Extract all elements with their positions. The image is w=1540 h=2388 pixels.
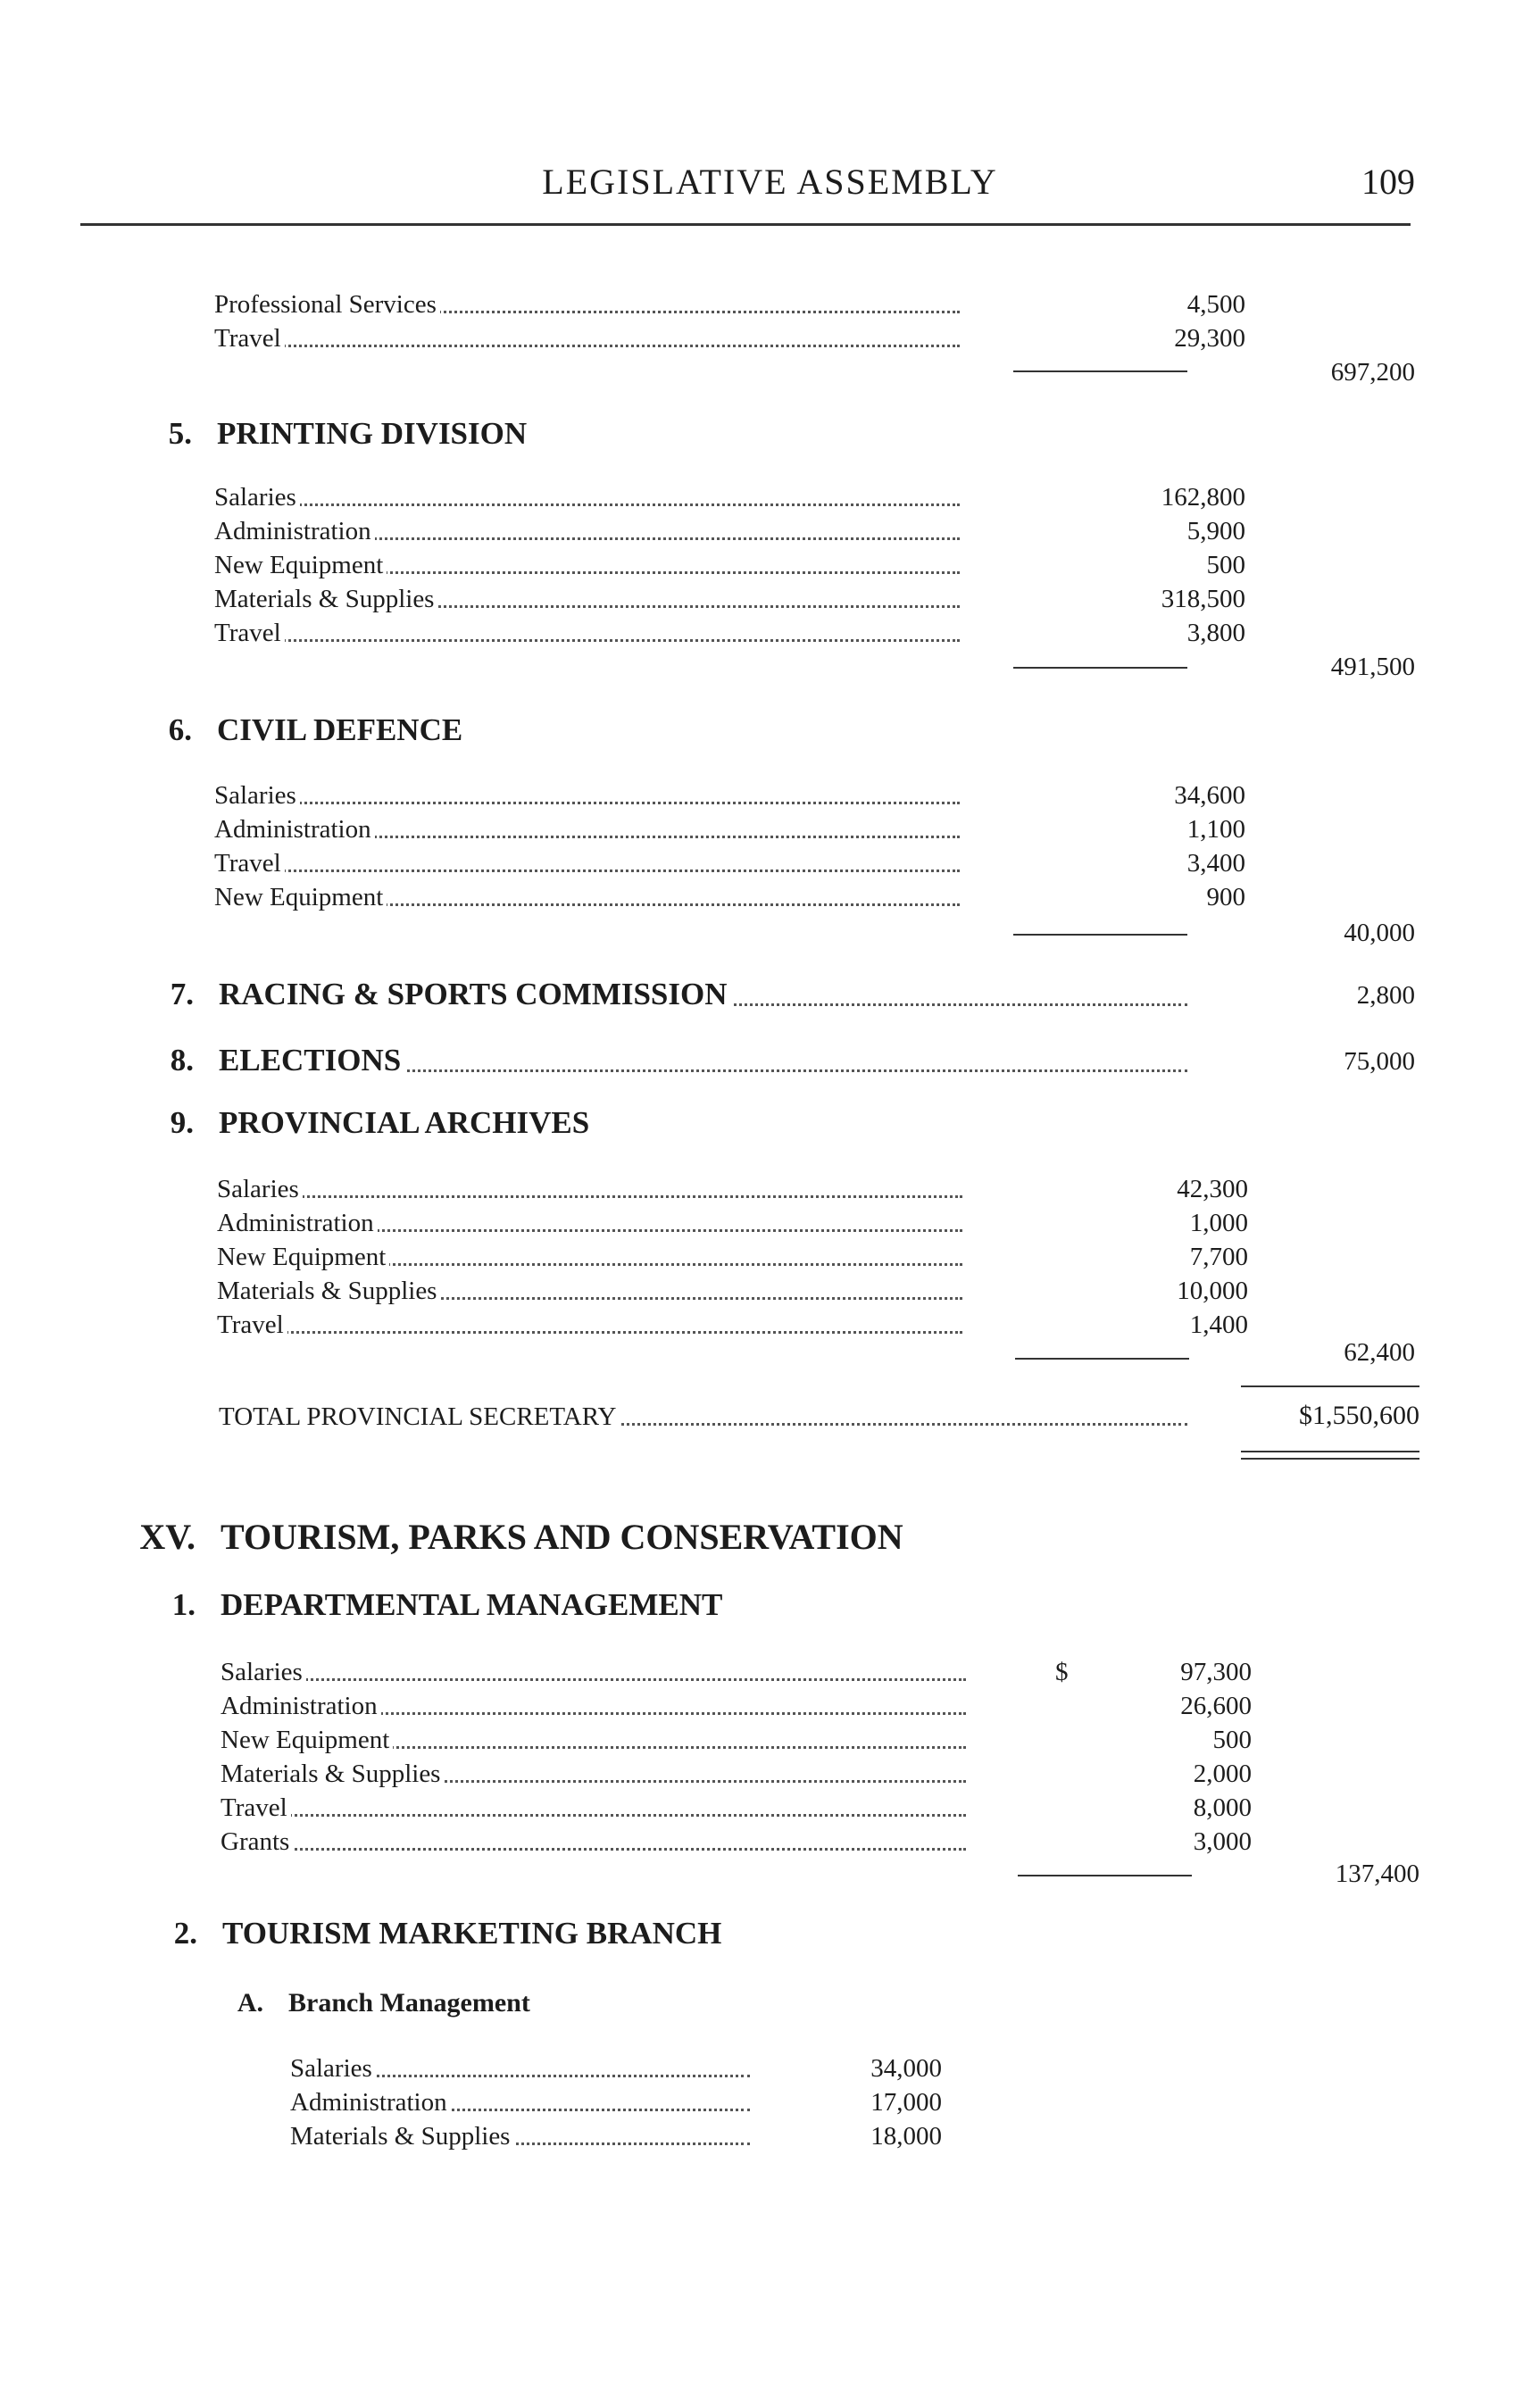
line-item <box>214 480 1245 514</box>
line-item <box>214 582 1245 616</box>
section-total: 75,000 <box>1344 1047 1415 1076</box>
line-item-label: New Equipment <box>214 548 387 582</box>
line-item-label: New Equipment <box>221 1723 393 1757</box>
line-item <box>221 1825 1252 1859</box>
line-item <box>217 1240 1248 1274</box>
line-item <box>221 1689 1252 1723</box>
subsection-letter: A. <box>237 1988 263 2018</box>
line-item <box>221 1655 1252 1689</box>
line-item-amount: 29,300 <box>1174 324 1245 353</box>
section-heading <box>170 1041 1187 1080</box>
section-heading <box>168 414 530 453</box>
line-item <box>217 1308 1248 1342</box>
line-item-label: Travel <box>221 1791 291 1825</box>
subtotal-rule <box>1018 1875 1192 1876</box>
line-item-label: Salaries <box>290 2051 376 2085</box>
section-title: PROVINCIAL ARCHIVES <box>219 1105 593 1140</box>
line-item <box>214 812 1245 846</box>
line-item-amount: 2,000 <box>1193 1760 1252 1788</box>
section-number: 8. <box>170 1043 194 1078</box>
section-heading <box>170 975 1187 1014</box>
section-total: 491,500 <box>1330 653 1415 681</box>
section-total: 2,800 <box>1356 981 1415 1010</box>
leader-dots <box>221 1678 966 1681</box>
line-item <box>214 616 1245 650</box>
line-item-amount: 3,800 <box>1186 619 1245 647</box>
line-item-amount: 1,000 <box>1189 1209 1248 1237</box>
section-number: 7. <box>170 977 194 1011</box>
section-heading <box>173 1914 725 1953</box>
line-item-label: Salaries <box>221 1655 306 1689</box>
section-number: 9. <box>170 1105 194 1140</box>
leader-dots <box>214 802 960 804</box>
section-title: PRINTING DIVISION <box>217 416 530 451</box>
line-item-label: Salaries <box>214 778 300 812</box>
line-item-amount: 26,600 <box>1180 1692 1252 1720</box>
line-item <box>214 846 1245 880</box>
line-item-label: Materials & Supplies <box>290 2119 513 2153</box>
section-total: 697,200 <box>1330 358 1415 387</box>
section-title: DEPARTMENTAL MANAGEMENT <box>221 1587 726 1622</box>
line-item <box>221 1791 1252 1825</box>
line-item-label: Administration <box>214 514 375 548</box>
line-item <box>214 287 1245 321</box>
line-item <box>214 548 1245 582</box>
line-item-label: Administration <box>214 812 375 846</box>
double-rule-top <box>1241 1451 1419 1452</box>
line-item-label: Materials & Supplies <box>217 1274 440 1308</box>
subsection-heading <box>237 1984 534 2023</box>
subsection-title: Branch Management <box>288 1988 534 2018</box>
line-item-label: Travel <box>217 1308 287 1342</box>
subtotal-rule <box>1013 370 1187 372</box>
line-item <box>217 1172 1248 1206</box>
line-item-label: Travel <box>214 846 285 880</box>
line-item <box>217 1206 1248 1240</box>
line-item-label: Administration <box>217 1206 378 1240</box>
section-heading <box>168 711 466 750</box>
subtotal-rule <box>1015 1358 1189 1360</box>
line-item <box>214 321 1245 355</box>
currency-symbol: $ <box>1055 1658 1069 1686</box>
section-title: RACING & SPORTS COMMISSION <box>219 977 731 1011</box>
subtotal-rule <box>1013 667 1187 669</box>
line-item-amount: 3,000 <box>1193 1827 1252 1856</box>
line-item-amount: 42,300 <box>1177 1175 1248 1203</box>
leader-dots <box>217 1331 962 1334</box>
section-title: TOURISM MARKETING BRANCH <box>222 1916 725 1951</box>
subtotal-rule <box>1013 934 1187 936</box>
line-item-amount: 17,000 <box>870 2088 942 2117</box>
line-item <box>214 514 1245 548</box>
leader-dots <box>221 1848 966 1851</box>
line-item-label: New Equipment <box>214 880 387 914</box>
section-number: 5. <box>168 416 192 451</box>
line-item <box>217 1274 1248 1308</box>
line-item-label: New Equipment <box>217 1240 389 1274</box>
leader-dots <box>214 639 960 642</box>
line-item <box>290 2085 942 2119</box>
line-item-amount: 5,900 <box>1186 517 1245 545</box>
line-item-label: Grants <box>221 1825 293 1859</box>
leader-dots <box>214 503 960 506</box>
line-item-amount: 1,100 <box>1186 815 1245 844</box>
line-item-amount: 500 <box>1212 1726 1252 1754</box>
leader-dots <box>214 869 960 872</box>
section-heading <box>171 1585 726 1625</box>
part-number: XV. <box>139 1517 196 1557</box>
line-item-amount: 4,500 <box>1186 290 1245 319</box>
leader-dots <box>221 1814 966 1817</box>
line-item-amount: 500 <box>1206 551 1245 579</box>
line-item-label: Administration <box>290 2085 451 2119</box>
line-item <box>214 880 1245 914</box>
grand-total-line <box>219 1400 1187 1434</box>
leader-dots <box>214 345 960 347</box>
leader-dots <box>217 1195 962 1198</box>
section-number: 1. <box>171 1587 196 1622</box>
line-item <box>214 778 1245 812</box>
total-rule <box>1241 1385 1419 1387</box>
line-item-amount: 318,500 <box>1161 585 1245 613</box>
line-item-amount: 34,600 <box>1174 781 1245 810</box>
page-number: 109 <box>1361 162 1415 202</box>
line-item-amount: 8,000 <box>1193 1793 1252 1822</box>
line-item-label: Travel <box>214 616 285 650</box>
section-total: 40,000 <box>1344 919 1415 947</box>
line-item-amount: 3,400 <box>1186 849 1245 878</box>
grand-total-label: TOTAL PROVINCIAL SECRETARY <box>219 1400 620 1434</box>
line-item-label: Materials & Supplies <box>221 1757 444 1791</box>
section-total: 137,400 <box>1335 1860 1419 1888</box>
part-heading <box>139 1517 907 1557</box>
line-item-amount: 162,800 <box>1161 483 1245 512</box>
section-number: 6. <box>168 712 192 747</box>
line-item-amount: 97,300 <box>1180 1658 1252 1686</box>
line-item <box>221 1723 1252 1757</box>
line-item <box>290 2119 942 2153</box>
header-rule <box>80 223 1411 226</box>
line-item-amount: 7,700 <box>1189 1243 1248 1271</box>
section-title: ELECTIONS <box>219 1043 404 1078</box>
line-item-amount: 34,000 <box>870 2054 942 2083</box>
line-item-label: Travel <box>214 321 285 355</box>
page-title: LEGISLATIVE ASSEMBLY <box>542 162 998 202</box>
line-item-amount: 1,400 <box>1189 1310 1248 1339</box>
line-item-amount: 10,000 <box>1177 1277 1248 1305</box>
section-total: 62,400 <box>1344 1338 1415 1367</box>
line-item <box>221 1757 1252 1791</box>
section-number: 2. <box>173 1916 197 1951</box>
line-item-label: Salaries <box>214 480 300 514</box>
section-title: CIVIL DEFENCE <box>217 712 466 747</box>
part-title: TOURISM, PARKS AND CONSERVATION <box>221 1517 907 1557</box>
grand-total-amount: $1,550,600 <box>1299 1401 1419 1430</box>
line-item-amount: 18,000 <box>870 2122 942 2151</box>
line-item-label: Materials & Supplies <box>214 582 437 616</box>
line-item <box>290 2051 942 2085</box>
section-heading <box>170 1103 593 1143</box>
line-item-label: Administration <box>221 1689 381 1723</box>
double-rule-bottom <box>1241 1458 1419 1460</box>
line-item-label: Salaries <box>217 1172 303 1206</box>
line-item-amount: 900 <box>1206 883 1245 911</box>
line-item-label: Professional Services <box>214 287 440 321</box>
